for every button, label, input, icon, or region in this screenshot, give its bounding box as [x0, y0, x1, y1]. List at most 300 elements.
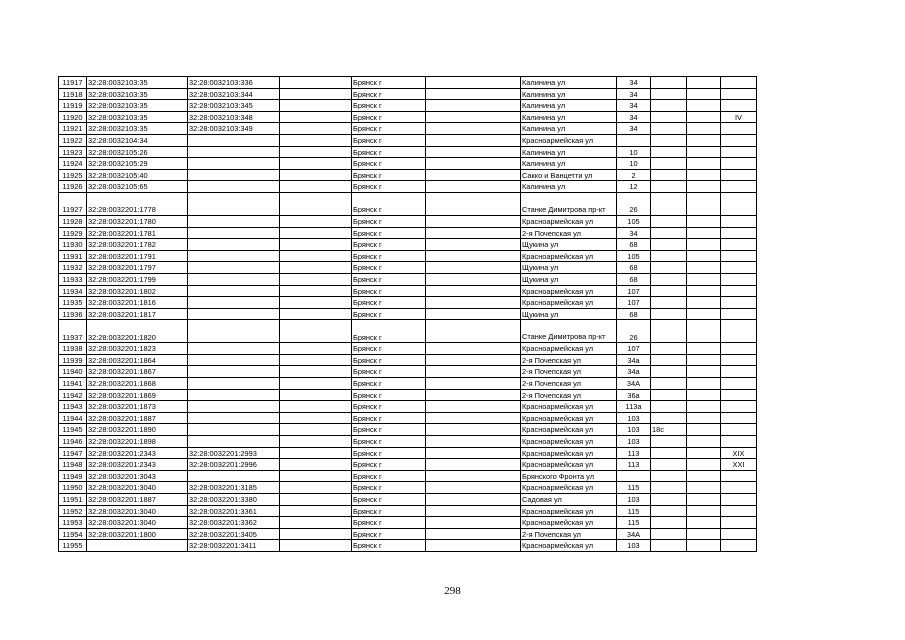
- premises-part-cell: [721, 308, 757, 320]
- empty-column-cell: [280, 424, 352, 436]
- city-cell: Брянск г: [352, 100, 426, 112]
- street-cell: Калинина ул: [521, 146, 617, 158]
- house-number-cell: 34: [617, 123, 651, 135]
- sub-cadastral-number-cell: [188, 181, 280, 193]
- table-row: [59, 134, 757, 146]
- city-cell: Брянск г: [352, 181, 426, 193]
- cadastral-number-cell: 32:28:0032201:3043: [87, 470, 188, 482]
- city-cell: Брянск г: [352, 192, 426, 215]
- empty-column-cell: [426, 528, 521, 540]
- house-number-cell: 34: [617, 77, 651, 89]
- empty-column-cell: [280, 285, 352, 297]
- cadastral-number-cell: 32:28:0032103:35: [87, 111, 188, 123]
- row-number-cell: 11952: [59, 505, 87, 517]
- premises-part-cell: [721, 505, 757, 517]
- street-cell: Калинина ул: [521, 100, 617, 112]
- city-cell: Брянск г: [352, 517, 426, 529]
- table-row: [59, 459, 757, 471]
- house-number-cell: [617, 134, 651, 146]
- row-number-cell: 11940: [59, 366, 87, 378]
- city-cell: Брянск г: [352, 366, 426, 378]
- row-number-cell: 11938: [59, 343, 87, 355]
- premises-part-cell: [721, 215, 757, 227]
- page-number: 298: [444, 585, 461, 597]
- premises-part-cell: [721, 470, 757, 482]
- row-number-cell: 11951: [59, 494, 87, 506]
- city-cell: Брянск г: [352, 285, 426, 297]
- sub-cadastral-number-cell: [188, 389, 280, 401]
- empty-column-cell: [426, 447, 521, 459]
- premises-part-cell: XXI: [721, 459, 757, 471]
- street-cell: Красноармейская ул: [521, 517, 617, 529]
- premises-part-cell: [721, 436, 757, 448]
- table-row: [59, 389, 757, 401]
- building-cell: [651, 123, 687, 135]
- premises-part-cell: IV: [721, 111, 757, 123]
- city-cell: Брянск г: [352, 146, 426, 158]
- empty-column-cell: [426, 158, 521, 170]
- premises-part-cell: [721, 517, 757, 529]
- house-number-cell: 68: [617, 262, 651, 274]
- city-cell: Брянск г: [352, 158, 426, 170]
- house-number-cell: 68: [617, 308, 651, 320]
- house-number-cell: 34А: [617, 378, 651, 390]
- cadastral-number-cell: 32:28:0032201:1890: [87, 424, 188, 436]
- empty-column-cell: [426, 308, 521, 320]
- table-row: [59, 494, 757, 506]
- empty-column-cell: [426, 470, 521, 482]
- street-cell: Калинина ул: [521, 158, 617, 170]
- street-cell: Красноармейская ул: [521, 285, 617, 297]
- building-cell: [651, 389, 687, 401]
- street-cell: Красноармейская ул: [521, 215, 617, 227]
- house-number-cell: 68: [617, 239, 651, 251]
- empty-column-cell: [687, 401, 721, 413]
- row-number-cell: 11949: [59, 470, 87, 482]
- building-cell: [651, 540, 687, 552]
- row-number-cell: 11953: [59, 517, 87, 529]
- street-cell: Красноармейская ул: [521, 482, 617, 494]
- city-cell: Брянск г: [352, 111, 426, 123]
- cadastral-number-cell: 32:28:0032201:1820: [87, 320, 188, 343]
- house-number-cell: 107: [617, 285, 651, 297]
- empty-column-cell: [687, 250, 721, 262]
- building-cell: [651, 169, 687, 181]
- table-row: [59, 227, 757, 239]
- house-number-cell: 2: [617, 169, 651, 181]
- empty-column-cell: [280, 308, 352, 320]
- house-number-cell: 12: [617, 181, 651, 193]
- empty-column-cell: [426, 482, 521, 494]
- sub-cadastral-number-cell: 32:28:0032201:3185: [188, 482, 280, 494]
- street-cell: Калинина ул: [521, 77, 617, 89]
- house-number-cell: 103: [617, 424, 651, 436]
- table-row: [59, 100, 757, 112]
- cadastral-number-cell: 32:28:0032103:35: [87, 100, 188, 112]
- table-row: [59, 482, 757, 494]
- building-cell: [651, 158, 687, 170]
- table-row: [59, 146, 757, 158]
- building-cell: [651, 285, 687, 297]
- building-cell: [651, 273, 687, 285]
- table-row: [59, 88, 757, 100]
- city-cell: Брянск г: [352, 528, 426, 540]
- street-cell: Сакко и Ванцетти ул: [521, 169, 617, 181]
- city-cell: Брянск г: [352, 354, 426, 366]
- building-cell: [651, 239, 687, 251]
- empty-column-cell: [687, 192, 721, 215]
- sub-cadastral-number-cell: [188, 227, 280, 239]
- house-number-cell: 10: [617, 146, 651, 158]
- row-number-cell: 11937: [59, 320, 87, 343]
- empty-column-cell: [280, 134, 352, 146]
- building-cell: [651, 482, 687, 494]
- city-cell: Брянск г: [352, 134, 426, 146]
- city-cell: Брянск г: [352, 389, 426, 401]
- row-number-cell: 11920: [59, 111, 87, 123]
- empty-column-cell: [687, 354, 721, 366]
- premises-part-cell: [721, 482, 757, 494]
- cadastral-number-cell: 32:28:0032103:35: [87, 123, 188, 135]
- sub-cadastral-number-cell: 32:28:0032103:336: [188, 77, 280, 89]
- empty-column-cell: [426, 517, 521, 529]
- building-cell: [651, 470, 687, 482]
- premises-part-cell: [721, 146, 757, 158]
- empty-column-cell: [426, 192, 521, 215]
- table-row: [59, 308, 757, 320]
- empty-column-cell: [687, 517, 721, 529]
- building-cell: [651, 215, 687, 227]
- premises-part-cell: [721, 424, 757, 436]
- table-row: [59, 192, 757, 215]
- cadastral-number-cell: 32:28:0032201:1782: [87, 239, 188, 251]
- city-cell: Брянск г: [352, 482, 426, 494]
- empty-column-cell: [280, 470, 352, 482]
- cadastral-number-cell: 32:28:0032201:1873: [87, 401, 188, 413]
- city-cell: Брянск г: [352, 470, 426, 482]
- premises-part-cell: [721, 169, 757, 181]
- table-row: [59, 123, 757, 135]
- cadastral-number-cell: 32:28:0032201:1887: [87, 412, 188, 424]
- empty-column-cell: [280, 540, 352, 552]
- premises-part-cell: [721, 134, 757, 146]
- building-cell: [651, 517, 687, 529]
- cadastral-number-cell: 32:28:0032105:29: [87, 158, 188, 170]
- sub-cadastral-number-cell: [188, 169, 280, 181]
- street-cell: Калинина ул: [521, 181, 617, 193]
- empty-column-cell: [687, 320, 721, 343]
- house-number-cell: 103: [617, 540, 651, 552]
- city-cell: Брянск г: [352, 494, 426, 506]
- empty-column-cell: [280, 77, 352, 89]
- empty-column-cell: [426, 459, 521, 471]
- street-cell: Красноармейская ул: [521, 447, 617, 459]
- empty-column-cell: [687, 158, 721, 170]
- empty-column-cell: [426, 227, 521, 239]
- empty-column-cell: [426, 343, 521, 355]
- empty-column-cell: [687, 482, 721, 494]
- street-cell: 2-я Почепская ул: [521, 354, 617, 366]
- row-number-cell: 11939: [59, 354, 87, 366]
- sub-cadastral-number-cell: 32:28:0032201:3361: [188, 505, 280, 517]
- street-cell: Станке Димитрова пр-кт: [521, 192, 617, 215]
- row-number-cell: 11947: [59, 447, 87, 459]
- house-number-cell: 113: [617, 447, 651, 459]
- sub-cadastral-number-cell: 32:28:0032201:2993: [188, 447, 280, 459]
- empty-column-cell: [280, 158, 352, 170]
- premises-part-cell: [721, 528, 757, 540]
- table-row: [59, 239, 757, 251]
- table-row: [59, 77, 757, 89]
- sub-cadastral-number-cell: [188, 401, 280, 413]
- premises-part-cell: [721, 100, 757, 112]
- house-number-cell: 34а: [617, 366, 651, 378]
- city-cell: Брянск г: [352, 88, 426, 100]
- street-cell: 2-я Почепская ул: [521, 389, 617, 401]
- table-row: [59, 297, 757, 309]
- table-row: [59, 181, 757, 193]
- row-number-cell: 11934: [59, 285, 87, 297]
- empty-column-cell: [426, 181, 521, 193]
- city-cell: Брянск г: [352, 447, 426, 459]
- empty-column-cell: [426, 285, 521, 297]
- table-row: [59, 285, 757, 297]
- premises-part-cell: [721, 401, 757, 413]
- empty-column-cell: [280, 146, 352, 158]
- empty-column-cell: [687, 111, 721, 123]
- empty-column-cell: [687, 366, 721, 378]
- sub-cadastral-number-cell: 32:28:0032103:349: [188, 123, 280, 135]
- row-number-cell: 11933: [59, 273, 87, 285]
- empty-column-cell: [687, 297, 721, 309]
- house-number-cell: 107: [617, 297, 651, 309]
- empty-column-cell: [426, 273, 521, 285]
- city-cell: Брянск г: [352, 273, 426, 285]
- cadastral-number-cell: 32:28:0032201:1797: [87, 262, 188, 274]
- sub-cadastral-number-cell: [188, 366, 280, 378]
- table-row: [59, 528, 757, 540]
- street-cell: Красноармейская ул: [521, 401, 617, 413]
- row-number-cell: 11943: [59, 401, 87, 413]
- cadastral-number-cell: 32:28:0032104:34: [87, 134, 188, 146]
- building-cell: [651, 436, 687, 448]
- empty-column-cell: [687, 134, 721, 146]
- table-row: [59, 378, 757, 390]
- row-number-cell: 11955: [59, 540, 87, 552]
- row-number-cell: 11928: [59, 215, 87, 227]
- empty-column-cell: [280, 111, 352, 123]
- premises-part-cell: [721, 389, 757, 401]
- house-number-cell: [617, 470, 651, 482]
- sub-cadastral-number-cell: [188, 297, 280, 309]
- building-cell: [651, 447, 687, 459]
- sub-cadastral-number-cell: [188, 239, 280, 251]
- premises-part-cell: [721, 77, 757, 89]
- cadastral-number-cell: 32:28:0032201:1778: [87, 192, 188, 215]
- row-number-cell: 11942: [59, 389, 87, 401]
- sub-cadastral-number-cell: [188, 436, 280, 448]
- empty-column-cell: [426, 540, 521, 552]
- street-cell: Красноармейская ул: [521, 424, 617, 436]
- building-cell: [651, 100, 687, 112]
- cadastral-number-cell: 32:28:0032201:3040: [87, 482, 188, 494]
- building-cell: [651, 297, 687, 309]
- empty-column-cell: [687, 215, 721, 227]
- sub-cadastral-number-cell: 32:28:0032201:3362: [188, 517, 280, 529]
- house-number-cell: 115: [617, 505, 651, 517]
- house-number-cell: 105: [617, 250, 651, 262]
- building-cell: [651, 343, 687, 355]
- empty-column-cell: [687, 528, 721, 540]
- city-cell: Брянск г: [352, 77, 426, 89]
- table-row: [59, 447, 757, 459]
- premises-part-cell: [721, 540, 757, 552]
- sub-cadastral-number-cell: 32:28:0032201:3380: [188, 494, 280, 506]
- empty-column-cell: [687, 100, 721, 112]
- cadastral-number-cell: 32:28:0032201:3040: [87, 517, 188, 529]
- premises-part-cell: [721, 88, 757, 100]
- city-cell: Брянск г: [352, 505, 426, 517]
- table-row: [59, 505, 757, 517]
- city-cell: Брянск г: [352, 262, 426, 274]
- city-cell: Брянск г: [352, 436, 426, 448]
- cadastral-number-cell: 32:28:0032103:35: [87, 77, 188, 89]
- empty-column-cell: [426, 389, 521, 401]
- building-cell: [651, 505, 687, 517]
- city-cell: Брянск г: [352, 401, 426, 413]
- house-number-cell: 115: [617, 517, 651, 529]
- street-cell: Красноармейская ул: [521, 436, 617, 448]
- empty-column-cell: [426, 262, 521, 274]
- empty-column-cell: [280, 505, 352, 517]
- street-cell: 2-я Почепская ул: [521, 366, 617, 378]
- table-row: [59, 320, 757, 343]
- street-cell: Щукина ул: [521, 308, 617, 320]
- sub-cadastral-number-cell: [188, 134, 280, 146]
- row-number-cell: 11922: [59, 134, 87, 146]
- sub-cadastral-number-cell: [188, 215, 280, 227]
- row-number-cell: 11918: [59, 88, 87, 100]
- empty-column-cell: [280, 273, 352, 285]
- cadastral-number-cell: 32:28:0032201:1802: [87, 285, 188, 297]
- empty-column-cell: [426, 88, 521, 100]
- empty-column-cell: [280, 88, 352, 100]
- empty-column-cell: [687, 88, 721, 100]
- city-cell: Брянск г: [352, 123, 426, 135]
- premises-part-cell: [721, 123, 757, 135]
- building-cell: [651, 146, 687, 158]
- house-number-cell: 103: [617, 436, 651, 448]
- street-cell: 2-я Почепская ул: [521, 528, 617, 540]
- sub-cadastral-number-cell: 32:28:0032103:344: [188, 88, 280, 100]
- street-cell: Садовая ул: [521, 494, 617, 506]
- street-cell: Брянского Фронта ул: [521, 470, 617, 482]
- sub-cadastral-number-cell: 32:28:0032201:3405: [188, 528, 280, 540]
- city-cell: Брянск г: [352, 343, 426, 355]
- city-cell: Брянск г: [352, 308, 426, 320]
- premises-part-cell: [721, 181, 757, 193]
- empty-column-cell: [687, 285, 721, 297]
- cadastral-number-cell: 32:28:0032201:1898: [87, 436, 188, 448]
- house-number-cell: 26: [617, 192, 651, 215]
- city-cell: Брянск г: [352, 540, 426, 552]
- cadastral-number-cell: 32:28:0032201:1868: [87, 378, 188, 390]
- table-row: [59, 215, 757, 227]
- building-cell: [651, 77, 687, 89]
- cadastral-number-cell: 32:28:0032201:1864: [87, 354, 188, 366]
- sub-cadastral-number-cell: [188, 412, 280, 424]
- house-number-cell: 10: [617, 158, 651, 170]
- empty-column-cell: [687, 77, 721, 89]
- empty-column-cell: [426, 239, 521, 251]
- house-number-cell: 34: [617, 227, 651, 239]
- house-number-cell: 115: [617, 482, 651, 494]
- empty-column-cell: [280, 378, 352, 390]
- property-registry-table: [58, 76, 757, 552]
- street-cell: Станке Димитрова пр-кт: [521, 320, 617, 343]
- street-cell: Красноармейская ул: [521, 250, 617, 262]
- sub-cadastral-number-cell: 32:28:0032103:345: [188, 100, 280, 112]
- row-number-cell: 11935: [59, 297, 87, 309]
- city-cell: Брянск г: [352, 239, 426, 251]
- cadastral-number-cell: 32:28:0032201:1780: [87, 215, 188, 227]
- sub-cadastral-number-cell: [188, 378, 280, 390]
- cadastral-number-cell: 32:28:0032201:1817: [87, 308, 188, 320]
- house-number-cell: 26: [617, 320, 651, 343]
- row-number-cell: 11948: [59, 459, 87, 471]
- empty-column-cell: [280, 262, 352, 274]
- building-cell: [651, 111, 687, 123]
- empty-column-cell: [280, 227, 352, 239]
- empty-column-cell: [280, 436, 352, 448]
- premises-part-cell: [721, 320, 757, 343]
- empty-column-cell: [426, 134, 521, 146]
- empty-column-cell: [687, 540, 721, 552]
- building-cell: 18с: [651, 424, 687, 436]
- building-cell: [651, 412, 687, 424]
- cadastral-number-cell: 32:28:0032201:1791: [87, 250, 188, 262]
- row-number-cell: 11921: [59, 123, 87, 135]
- sub-cadastral-number-cell: [188, 285, 280, 297]
- sub-cadastral-number-cell: [188, 470, 280, 482]
- cadastral-number-cell: 32:28:0032201:1816: [87, 297, 188, 309]
- premises-part-cell: [721, 378, 757, 390]
- table-row: [59, 470, 757, 482]
- premises-part-cell: [721, 262, 757, 274]
- house-number-cell: 107: [617, 343, 651, 355]
- row-number-cell: 11946: [59, 436, 87, 448]
- table-row: [59, 273, 757, 285]
- house-number-cell: 103: [617, 412, 651, 424]
- row-number-cell: 11950: [59, 482, 87, 494]
- empty-column-cell: [426, 77, 521, 89]
- street-cell: Щукина ул: [521, 273, 617, 285]
- table-row: [59, 412, 757, 424]
- table-row: [59, 158, 757, 170]
- sub-cadastral-number-cell: [188, 320, 280, 343]
- building-cell: [651, 88, 687, 100]
- building-cell: [651, 354, 687, 366]
- cadastral-number-cell: 32:28:0032105:65: [87, 181, 188, 193]
- empty-column-cell: [280, 100, 352, 112]
- empty-column-cell: [687, 459, 721, 471]
- empty-column-cell: [426, 505, 521, 517]
- empty-column-cell: [280, 459, 352, 471]
- row-number-cell: 11923: [59, 146, 87, 158]
- empty-column-cell: [280, 123, 352, 135]
- empty-column-cell: [280, 447, 352, 459]
- city-cell: Брянск г: [352, 320, 426, 343]
